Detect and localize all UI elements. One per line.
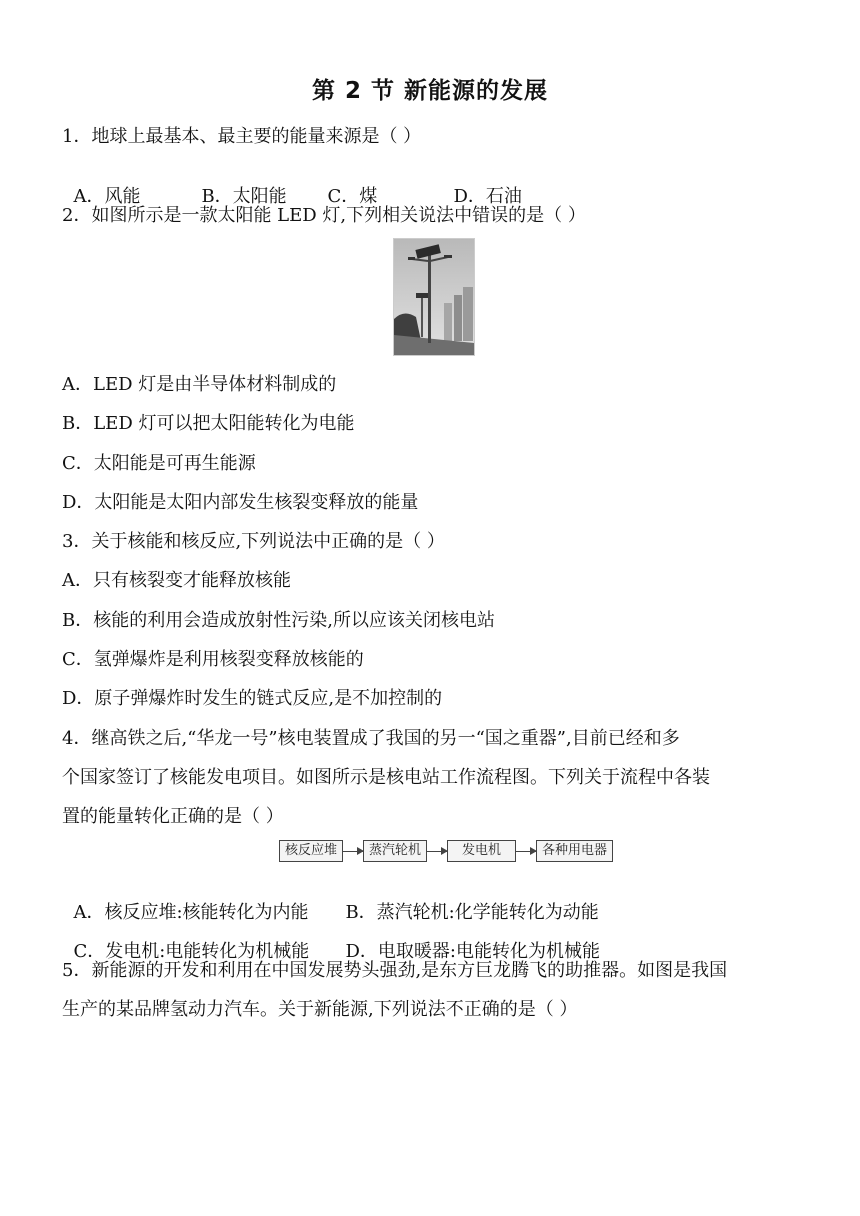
question-2-option-c: C．太阳能是可再生能源 [62, 453, 256, 474]
question-2-option-d: D．太阳能是太阳内部发生核裂变释放的能量 [62, 492, 419, 513]
question-3-option-c: C．氢弹爆炸是利用核裂变释放核能的 [62, 649, 364, 670]
question-4-option-a: A．核反应堆:核能转化为内能 [73, 902, 309, 923]
question-4-stem-line-1: 4．继高铁之后,“华龙一号”核电装置成了我国的另一“国之重器”,目前已经和多 [62, 728, 680, 749]
question-1-option-a: A．风能 [73, 186, 141, 207]
question-4-option-d: D．电取暖器:电能转化为机械能 [345, 941, 600, 962]
question-5-stem-line-1: 5．新能源的开发和利用在中国发展势头强劲,是东方巨龙腾飞的助推器。如图是我国 [62, 960, 728, 981]
flow-arrow-icon [516, 851, 536, 852]
question-5-stem-line-2: 生产的某品牌氢动力汽车。关于新能源,下列说法不正确的是（ ） [62, 999, 578, 1020]
question-2-option-a: A．LED 灯是由半导体材料制成的 [62, 374, 337, 395]
question-4-stem-line-3: 置的能量转化正确的是（ ） [62, 806, 284, 827]
question-4-option-c: C．发电机:电能转化为机械能 [73, 941, 310, 962]
flow-box-turbine: 蒸汽轮机 [363, 840, 427, 862]
flow-box-appliances: 各种用电器 [536, 840, 613, 862]
flow-arrow-icon [427, 851, 447, 852]
question-2-stem: 2．如图所示是一款太阳能 LED 灯,下列相关说法中错误的是（ ） [62, 205, 586, 226]
question-1-option-d: D．石油 [453, 186, 522, 207]
question-2-option-b: B．LED 灯可以把太阳能转化为电能 [62, 413, 355, 434]
flow-box-reactor: 核反应堆 [279, 840, 343, 862]
question-3-option-b: B．核能的利用会造成放射性污染,所以应该关闭核电站 [62, 610, 495, 631]
solar-led-lamp-photo [393, 238, 475, 356]
question-3-option-d: D．原子弹爆炸时发生的链式反应,是不加控制的 [62, 688, 443, 709]
question-3-option-a: A．只有核裂变才能释放核能 [62, 570, 291, 591]
question-4-stem-line-2: 个国家签订了核能发电项目。如图所示是核电站工作流程图。下列关于流程中各装 [62, 767, 710, 788]
flow-arrow-icon [343, 851, 363, 852]
question-4-option-b: B．蒸汽轮机:化学能转化为动能 [345, 902, 599, 923]
question-1-option-b: B．太阳能 [201, 186, 287, 207]
question-1-stem: 1．地球上最基本、最主要的能量来源是（ ） [62, 126, 422, 147]
flow-box-generator: 发电机 [447, 840, 516, 862]
question-1-option-c: C．煤 [327, 186, 378, 207]
nuclear-plant-flowchart [279, 840, 613, 862]
question-3-stem: 3．关于核能和核反应,下列说法中正确的是（ ） [62, 531, 445, 552]
page-title: 第 2 节 新能源的发展 [311, 78, 549, 104]
